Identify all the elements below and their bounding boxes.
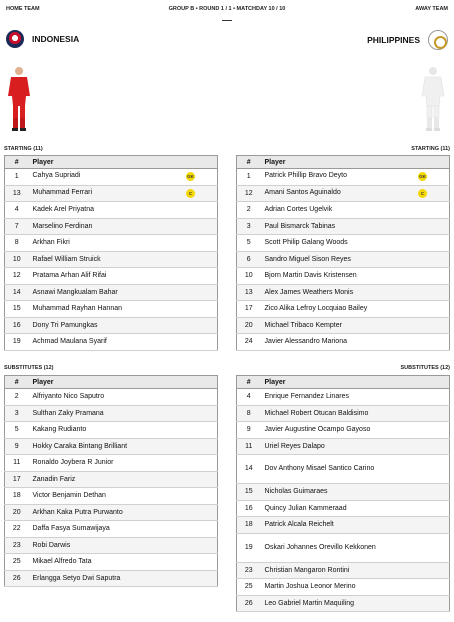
player-cell bbox=[29, 218, 218, 235]
player-number: 18 bbox=[5, 488, 29, 505]
player-cell bbox=[261, 301, 450, 318]
player-name[interactable]: Javier Alessandro Mariona bbox=[264, 338, 347, 346]
player-name[interactable]: Javier Augustine Ocampo Gayoso bbox=[264, 426, 371, 434]
player-name[interactable]: Martin Joshua Leonor Merino bbox=[264, 583, 356, 591]
player-name[interactable]: Uriel Reyes Dalapo bbox=[264, 442, 325, 450]
player-cell bbox=[29, 570, 218, 587]
home-substitutes-label: SUBSTITUTES (12) bbox=[4, 365, 54, 371]
home-starting-label: STARTING (11) bbox=[4, 146, 43, 152]
player-cell bbox=[261, 455, 450, 484]
player-name[interactable]: Adrian Cortes Ugelvik bbox=[264, 206, 333, 214]
player-number: 14 bbox=[5, 284, 29, 301]
player-number: 10 bbox=[237, 268, 261, 285]
player-cell bbox=[29, 471, 218, 488]
player-cell bbox=[261, 389, 450, 406]
player-number: 13 bbox=[5, 185, 29, 202]
col-player-header: Player bbox=[29, 376, 218, 389]
player-name[interactable]: Dov Anthony Misael Santico Carino bbox=[264, 465, 375, 472]
goalkeeper-badge-icon: GK bbox=[187, 174, 194, 180]
player-number: 17 bbox=[5, 471, 29, 488]
player-name[interactable]: Pratama Arhan Alif Rifai bbox=[32, 272, 107, 280]
player-row[interactable] bbox=[237, 284, 450, 301]
player-cell bbox=[261, 317, 450, 334]
player-name[interactable]: Amani Santos Aguinaldo bbox=[264, 188, 341, 196]
player-number: 9 bbox=[5, 438, 29, 455]
away-substitutes-table bbox=[236, 375, 450, 612]
player-number: 15 bbox=[237, 484, 261, 501]
player-name[interactable]: Alex James Weathers Monis bbox=[264, 288, 354, 296]
player-cell bbox=[261, 438, 450, 455]
player-row[interactable] bbox=[237, 455, 450, 484]
player-name[interactable]: Zico Alika Lefroy Locquiao Bailey bbox=[264, 305, 368, 313]
player-row[interactable] bbox=[5, 488, 218, 505]
player-number: 5 bbox=[237, 235, 261, 252]
player-name[interactable]: Alfriyanto Nico Saputro bbox=[32, 393, 105, 401]
player-number: 23 bbox=[237, 562, 261, 579]
player-row[interactable] bbox=[237, 251, 450, 268]
player-name[interactable]: Arkhan Fikri bbox=[32, 239, 70, 247]
player-number: 2 bbox=[237, 202, 261, 219]
player-cell bbox=[29, 521, 218, 538]
player-number: 18 bbox=[237, 517, 261, 534]
away-team-label: AWAY TEAM bbox=[415, 6, 448, 12]
player-row[interactable] bbox=[237, 533, 450, 562]
col-player-header: Player bbox=[261, 156, 450, 169]
player-number: 4 bbox=[5, 202, 29, 219]
player-number: 16 bbox=[237, 500, 261, 517]
player-row[interactable] bbox=[237, 579, 450, 596]
player-cell bbox=[261, 579, 450, 596]
player-number: 8 bbox=[237, 405, 261, 422]
player-name[interactable]: Kakang Rudianto bbox=[32, 426, 87, 434]
player-row[interactable] bbox=[5, 438, 218, 455]
player-number: 4 bbox=[237, 389, 261, 406]
player-name[interactable]: Kadek Arel Priyatna bbox=[32, 206, 94, 214]
player-number: 14 bbox=[237, 455, 261, 484]
player-number: 6 bbox=[237, 251, 261, 268]
player-row[interactable] bbox=[5, 301, 218, 318]
player-cell bbox=[261, 169, 450, 186]
home-starting-table bbox=[4, 155, 218, 351]
player-number: 8 bbox=[5, 235, 29, 252]
player-name[interactable]: Scott Philip Galang Woods bbox=[264, 239, 348, 247]
player-row[interactable] bbox=[5, 422, 218, 439]
player-number: 3 bbox=[5, 405, 29, 422]
player-name[interactable]: Zanadin Fariz bbox=[32, 475, 76, 483]
player-name[interactable]: Robi Darwis bbox=[32, 541, 71, 549]
player-number: 20 bbox=[237, 317, 261, 334]
player-row[interactable] bbox=[5, 268, 218, 285]
player-cell bbox=[29, 202, 218, 219]
away-starting-table bbox=[236, 155, 450, 351]
player-name[interactable]: Hokky Caraka Bintang Brilliant bbox=[32, 442, 128, 450]
away-starting-label: STARTING (11) bbox=[411, 146, 450, 152]
player-row[interactable] bbox=[5, 202, 218, 219]
player-cell bbox=[29, 334, 218, 351]
away-team-name: PHILIPPINES bbox=[367, 35, 420, 45]
match-header bbox=[6, 6, 448, 16]
player-cell bbox=[261, 533, 450, 562]
player-row[interactable] bbox=[237, 301, 450, 318]
player-name[interactable]: Christian Mangaron Rontini bbox=[264, 566, 350, 574]
player-cell bbox=[29, 488, 218, 505]
player-row[interactable] bbox=[237, 500, 450, 517]
match-info: GROUP B • ROUND 1 / 1 • MATCHDAY 10 / 10 bbox=[168, 6, 286, 12]
player-name[interactable]: Leo Gabriel Martin Maquiling bbox=[264, 599, 354, 607]
player-number: 13 bbox=[237, 284, 261, 301]
player-name[interactable]: Erlangga Setyo Dwi Saputra bbox=[32, 574, 121, 582]
player-cell bbox=[261, 334, 450, 351]
player-row[interactable] bbox=[237, 185, 450, 202]
player-cell bbox=[261, 595, 450, 612]
player-number: 20 bbox=[5, 504, 29, 521]
player-number: 12 bbox=[5, 268, 29, 285]
player-cell bbox=[29, 405, 218, 422]
player-cell bbox=[29, 537, 218, 554]
player-cell bbox=[29, 301, 218, 318]
player-row[interactable] bbox=[5, 504, 218, 521]
score-separator bbox=[222, 20, 232, 21]
player-name[interactable]: Patrick Alcala Reichelt bbox=[264, 521, 334, 529]
player-number: 10 bbox=[5, 251, 29, 268]
away-team[interactable] bbox=[367, 30, 448, 50]
player-row[interactable] bbox=[5, 185, 218, 202]
player-cell bbox=[29, 251, 218, 268]
player-number: 24 bbox=[237, 334, 261, 351]
player-number: 19 bbox=[5, 334, 29, 351]
player-row[interactable] bbox=[237, 202, 450, 219]
player-cell bbox=[261, 185, 450, 202]
player-cell bbox=[29, 268, 218, 285]
player-cell bbox=[261, 517, 450, 534]
player-number: 23 bbox=[5, 537, 29, 554]
player-row[interactable] bbox=[237, 218, 450, 235]
player-row[interactable] bbox=[237, 438, 450, 455]
player-cell bbox=[261, 422, 450, 439]
player-row[interactable] bbox=[237, 235, 450, 252]
player-number: 11 bbox=[5, 455, 29, 472]
player-name[interactable]: Marselino Ferdinan bbox=[32, 222, 93, 230]
player-row[interactable] bbox=[5, 218, 218, 235]
player-cell bbox=[261, 235, 450, 252]
player-name[interactable]: Enrique Fernandez Linares bbox=[264, 393, 349, 401]
goalkeeper-badge-icon: GK bbox=[419, 174, 426, 180]
player-number: 25 bbox=[5, 554, 29, 571]
player-cell bbox=[29, 317, 218, 334]
home-team-label: HOME TEAM bbox=[6, 6, 40, 12]
player-cell bbox=[261, 251, 450, 268]
player-row[interactable] bbox=[5, 570, 218, 587]
player-name[interactable]: Nicholas Guimaraes bbox=[264, 488, 328, 496]
player-number: 26 bbox=[5, 570, 29, 587]
home-team[interactable] bbox=[6, 30, 79, 48]
player-number: 25 bbox=[237, 579, 261, 596]
player-cell bbox=[261, 562, 450, 579]
player-number: 19 bbox=[237, 533, 261, 562]
player-cell bbox=[261, 268, 450, 285]
player-row[interactable] bbox=[237, 389, 450, 406]
home-kit-icon bbox=[7, 66, 31, 132]
player-number: 7 bbox=[5, 218, 29, 235]
away-kit-icon bbox=[421, 66, 445, 132]
player-name[interactable]: Daffa Fasya Sumawijaya bbox=[32, 525, 110, 533]
indonesia-crest-icon bbox=[6, 30, 24, 48]
player-row[interactable] bbox=[237, 595, 450, 612]
player-name[interactable]: Patrick Phillip Bravo Deyto bbox=[264, 172, 347, 180]
player-cell bbox=[29, 554, 218, 571]
player-name[interactable]: Oskari Johannes Orevillo Kekkonen bbox=[264, 543, 376, 551]
player-number: 16 bbox=[5, 317, 29, 334]
player-cell bbox=[29, 185, 218, 202]
player-row[interactable] bbox=[237, 268, 450, 285]
player-cell bbox=[29, 169, 218, 186]
player-row[interactable] bbox=[237, 484, 450, 501]
player-number: 3 bbox=[237, 218, 261, 235]
player-number: 1 bbox=[237, 169, 261, 186]
player-row[interactable] bbox=[237, 405, 450, 422]
player-number: 15 bbox=[5, 301, 29, 318]
player-cell bbox=[29, 504, 218, 521]
col-number-header: # bbox=[237, 376, 261, 389]
player-cell bbox=[29, 422, 218, 439]
player-row[interactable] bbox=[5, 471, 218, 488]
player-name[interactable]: Dony Tri Pamungkas bbox=[32, 321, 98, 329]
player-row[interactable] bbox=[237, 169, 450, 186]
player-row[interactable] bbox=[5, 537, 218, 554]
col-player-header: Player bbox=[261, 376, 450, 389]
player-cell bbox=[29, 389, 218, 406]
player-cell bbox=[29, 284, 218, 301]
player-name[interactable]: Quincy Julian Kammeraad bbox=[264, 504, 347, 512]
player-cell bbox=[29, 455, 218, 472]
col-number-header: # bbox=[5, 376, 29, 389]
player-name[interactable]: Cahya Supriadi bbox=[32, 172, 81, 180]
player-name[interactable]: Sulthan Zaky Pramana bbox=[32, 409, 104, 417]
player-row[interactable] bbox=[237, 422, 450, 439]
player-name[interactable]: Paul Bismarck Tabinas bbox=[264, 222, 336, 230]
player-cell bbox=[261, 405, 450, 422]
captain-badge-icon: C bbox=[186, 189, 195, 198]
col-player-header: Player bbox=[29, 156, 218, 169]
player-row[interactable] bbox=[5, 554, 218, 571]
player-name[interactable]: Michael Robert Otucan Baldisimo bbox=[264, 409, 369, 417]
player-number: 9 bbox=[237, 422, 261, 439]
player-number: 22 bbox=[5, 521, 29, 538]
player-cell bbox=[29, 235, 218, 252]
player-cell bbox=[261, 500, 450, 517]
player-row[interactable] bbox=[5, 334, 218, 351]
player-row[interactable] bbox=[5, 521, 218, 538]
player-name[interactable]: Rafael William Struick bbox=[32, 255, 101, 263]
player-name[interactable]: Ronaldo Joybera R Junior bbox=[32, 459, 114, 467]
player-cell bbox=[261, 202, 450, 219]
player-number: 11 bbox=[237, 438, 261, 455]
player-row[interactable] bbox=[5, 389, 218, 406]
player-number: 17 bbox=[237, 301, 261, 318]
player-row[interactable] bbox=[5, 405, 218, 422]
player-name[interactable]: Asnawi Mangkualam Bahar bbox=[32, 288, 118, 296]
col-number-header: # bbox=[5, 156, 29, 169]
player-number: 2 bbox=[5, 389, 29, 406]
player-number: 12 bbox=[237, 185, 261, 202]
player-name[interactable]: Muhammad Rayhan Hannan bbox=[32, 305, 122, 313]
player-row[interactable] bbox=[237, 317, 450, 334]
player-number: 5 bbox=[5, 422, 29, 439]
player-cell bbox=[29, 438, 218, 455]
player-cell bbox=[261, 484, 450, 501]
player-name[interactable]: Achmad Maulana Syarif bbox=[32, 338, 107, 346]
player-row[interactable] bbox=[5, 317, 218, 334]
player-name[interactable]: Victor Benjamin Dethan bbox=[32, 492, 106, 500]
col-number-header: # bbox=[237, 156, 261, 169]
player-row[interactable] bbox=[5, 251, 218, 268]
player-cell bbox=[261, 284, 450, 301]
player-row[interactable] bbox=[5, 169, 218, 186]
home-substitutes-table bbox=[4, 375, 218, 587]
captain-badge-icon: C bbox=[418, 189, 427, 198]
player-name[interactable]: Mikael Alfredo Tata bbox=[32, 558, 92, 566]
player-cell bbox=[261, 218, 450, 235]
player-number: 1 bbox=[5, 169, 29, 186]
home-team-name: INDONESIA bbox=[32, 34, 80, 44]
player-name[interactable]: Arkhan Kaka Putra Purwanto bbox=[32, 508, 123, 516]
player-row[interactable] bbox=[237, 334, 450, 351]
away-substitutes-label: SUBSTITUTES (12) bbox=[400, 365, 450, 371]
player-name[interactable]: Michael Tribaco Kempter bbox=[264, 321, 342, 329]
player-number: 26 bbox=[237, 595, 261, 612]
player-row[interactable] bbox=[5, 235, 218, 252]
player-name[interactable]: Muhammad Ferrari bbox=[32, 188, 93, 196]
player-name[interactable]: Sandro Miguel Sison Reyes bbox=[264, 255, 351, 263]
player-row[interactable] bbox=[237, 562, 450, 579]
player-name[interactable]: Bjorn Martin Davis Kristensen bbox=[264, 272, 357, 280]
player-row[interactable] bbox=[237, 517, 450, 534]
player-row[interactable] bbox=[5, 455, 218, 472]
player-row[interactable] bbox=[5, 284, 218, 301]
philippines-crest-icon bbox=[428, 30, 448, 50]
